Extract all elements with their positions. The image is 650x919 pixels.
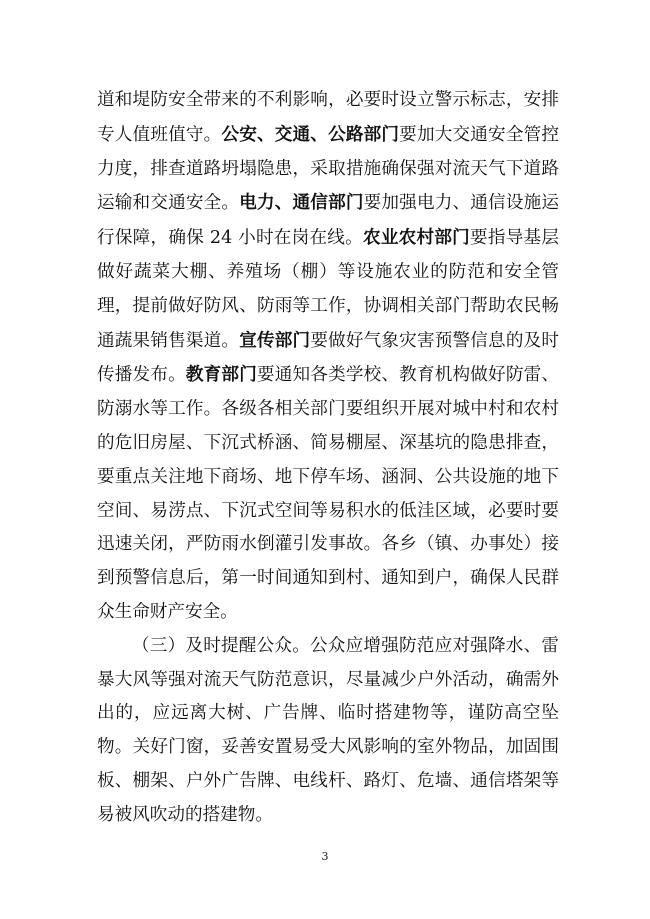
text-segment: 要加大交通安全管控力度，排查道路坍塌隐患，采取措施确保强对流天气下道路运输和交通安全。 (97, 124, 559, 214)
department-name: 公安、交通、公路部门 (221, 123, 400, 145)
text-segment: 要指导基层做好蔬菜大棚、养殖场（棚）等设施农业的防范和安全管理，提前做好防风、防雨等工作，协调相关部门帮助农民畅通蔬果销售渠道。 (97, 228, 559, 351)
department-name: 农业农村部门 (362, 227, 471, 249)
page-number: 3 (321, 850, 329, 863)
text-segment: 道和堤防安全带来的不利影响，必要时设立警示标志，安排专人值班值守。 (97, 90, 559, 145)
text-segment: 要做好气象灾害预警信息的及时传播发布。 (97, 330, 559, 386)
paragraph-public-reminder (97, 630, 559, 833)
department-name: 电力、通信部门 (239, 192, 364, 214)
paragraph-departments (97, 84, 559, 630)
department-name: 宣传部门 (239, 329, 311, 351)
body-text (97, 84, 559, 833)
department-name: 教育部门 (185, 364, 257, 386)
section-heading: （三）及时提醒公众。 (132, 635, 310, 656)
section-body: 公众应增强防范应对强降水、雷暴大风等强对流天气防范意识，尽量减少户外活动，确需外出的，应远离大树、广告牌、临时搭建物等，谨防高空坠物。关好门窗，妥善安置易受大风影响的室外物品，加固围板、棚架、户外广告牌、电线杆、路灯、危墙、通信塔架等易被风吹动的搭建物。 (97, 635, 559, 825)
text-segment: 要通知各类学校、教育机构做好防雷、防溺水等工作。各级各相关部门要组织开展对城中村和农村的危旧房屋、下沉式桥涵、简易棚屋、深基坑的隐患排查，要重点关注地下商场、地下停车场、涵洞、公共设施的地下空间、易涝点、下沉式空间等易积水的低洼区域，必要时要迅速关闭，严防雨水倒灌引发事故。各乡（镇、办事处）接到预警信息后，第一时间通知到村、通知到户，确保人民群众生命财产安全。 (97, 365, 559, 622)
text-segment: 要加强电力、通信设施运行保障，确保 24 小时在岗在线。 (97, 193, 559, 249)
